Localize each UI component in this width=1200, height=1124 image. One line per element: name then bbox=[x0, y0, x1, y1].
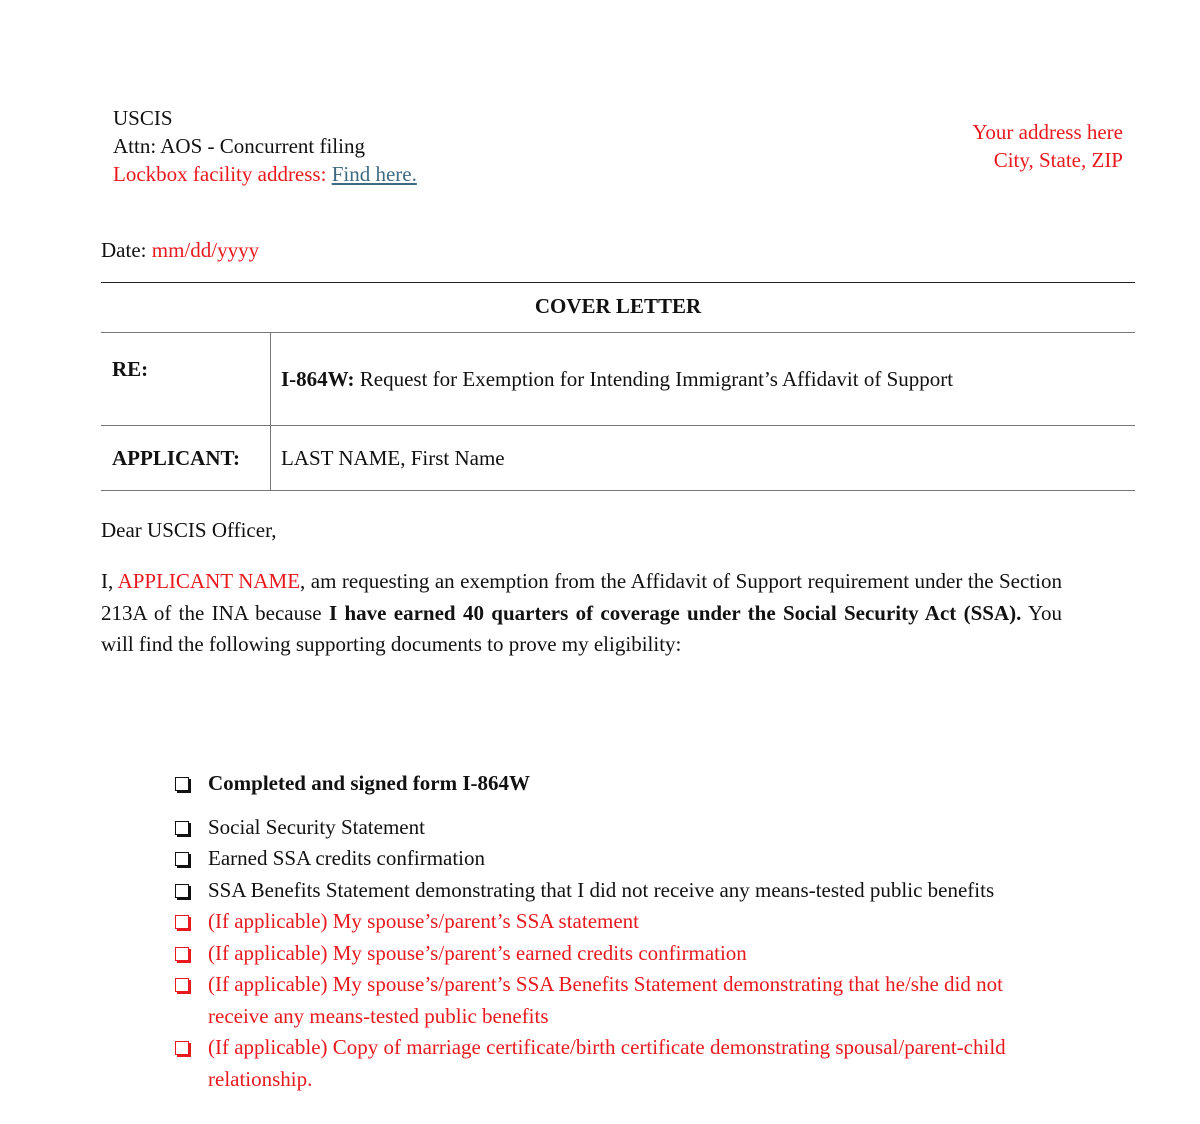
applicant-name-placeholder: APPLICANT NAME bbox=[117, 569, 301, 593]
recipient-line-uscis: USCIS bbox=[113, 106, 173, 130]
checklist-item bbox=[174, 843, 1054, 875]
checklist-item-text: Earned SSA credits confirmation bbox=[208, 846, 486, 870]
re-value bbox=[271, 333, 1136, 426]
checklist-item bbox=[174, 812, 1054, 844]
cover-letter-title-row bbox=[101, 283, 1135, 333]
checkbox-icon[interactable] bbox=[175, 947, 189, 961]
checkbox-icon[interactable] bbox=[175, 978, 189, 992]
checklist-item-text: (If applicable) My spouse’s/parent’s SSA statement bbox=[208, 909, 640, 933]
recipient-line-attn: Attn: AOS - Concurrent filing bbox=[113, 134, 365, 158]
checklist-item-text: (If applicable) My spouse’s/parent’s earned credits confirmation bbox=[208, 940, 747, 965]
applicant-label: APPLICANT: bbox=[101, 426, 271, 491]
applicant-value: LAST NAME, First Name bbox=[271, 426, 1136, 491]
checklist-item-text: Social Security Statement bbox=[208, 814, 425, 839]
checklist-item-text: (If applicable) Copy of marriage certificate/birth certificate demonstrating spousal/parent-child relationship. bbox=[208, 1035, 1006, 1091]
recipient-line-lockbox bbox=[113, 160, 417, 188]
date-label: Date: bbox=[101, 238, 147, 262]
para-middle: , am requesting an exemption from the Affidavit of Support requirement under the Section 213A of the INA because bbox=[101, 569, 1062, 625]
checklist-item-text: (If applicable) My spouse’s/parent’s SSA Benefits Statement demonstrating that he/she did not receive any means-tested public benefits bbox=[208, 972, 1003, 1028]
checkbox-icon[interactable] bbox=[175, 884, 189, 898]
sender-city-line: City, State, ZIP bbox=[993, 148, 1123, 172]
checkbox-icon[interactable] bbox=[175, 821, 189, 835]
checklist-item bbox=[174, 875, 1054, 907]
recipient-address bbox=[113, 104, 417, 188]
re-form-number: I-864W: bbox=[281, 366, 355, 391]
supporting-documents-checklist bbox=[174, 768, 1054, 1095]
checklist-item-text: SSA Benefits Statement demonstrating that I did not receive any means-tested public benefits bbox=[208, 877, 995, 902]
date-value: mm/dd/yyyy bbox=[151, 238, 260, 262]
re-label: RE: bbox=[101, 333, 271, 426]
body-paragraph bbox=[101, 566, 1062, 661]
sender-address bbox=[972, 118, 1123, 174]
checklist-item bbox=[174, 1032, 1054, 1095]
applicant-row bbox=[101, 426, 1135, 491]
checklist-item-text: Completed and signed form I-864W bbox=[208, 771, 531, 795]
checklist-item bbox=[174, 768, 1054, 800]
salutation: Dear USCIS Officer, bbox=[101, 518, 277, 542]
para-end: You will find the following supporting documents to prove my eligibility: bbox=[101, 600, 1063, 656]
sender-address-line: Your address here bbox=[972, 120, 1123, 144]
checklist-item bbox=[174, 906, 1054, 938]
checkbox-icon[interactable] bbox=[175, 777, 189, 791]
lockbox-label: Lockbox facility address: bbox=[113, 162, 327, 186]
checklist-item bbox=[174, 938, 1054, 970]
date-line bbox=[101, 236, 259, 264]
checkbox-icon[interactable] bbox=[175, 1041, 189, 1055]
lockbox-find-link[interactable]: Find here. bbox=[331, 162, 417, 186]
checklist-item bbox=[174, 969, 1054, 1032]
checkbox-icon[interactable] bbox=[175, 915, 189, 929]
para-bold-claim: I have earned 40 quarters of coverage under the Social Security Act (SSA). bbox=[328, 600, 1022, 625]
re-description: Request for Exemption for Intending Immigrant’s Affidavit of Support bbox=[359, 366, 954, 391]
checkbox-icon[interactable] bbox=[175, 852, 189, 866]
para-start: I, bbox=[101, 569, 114, 593]
cover-letter-table bbox=[101, 282, 1135, 491]
cover-letter-title: COVER LETTER bbox=[101, 283, 1135, 333]
re-row bbox=[101, 333, 1135, 426]
